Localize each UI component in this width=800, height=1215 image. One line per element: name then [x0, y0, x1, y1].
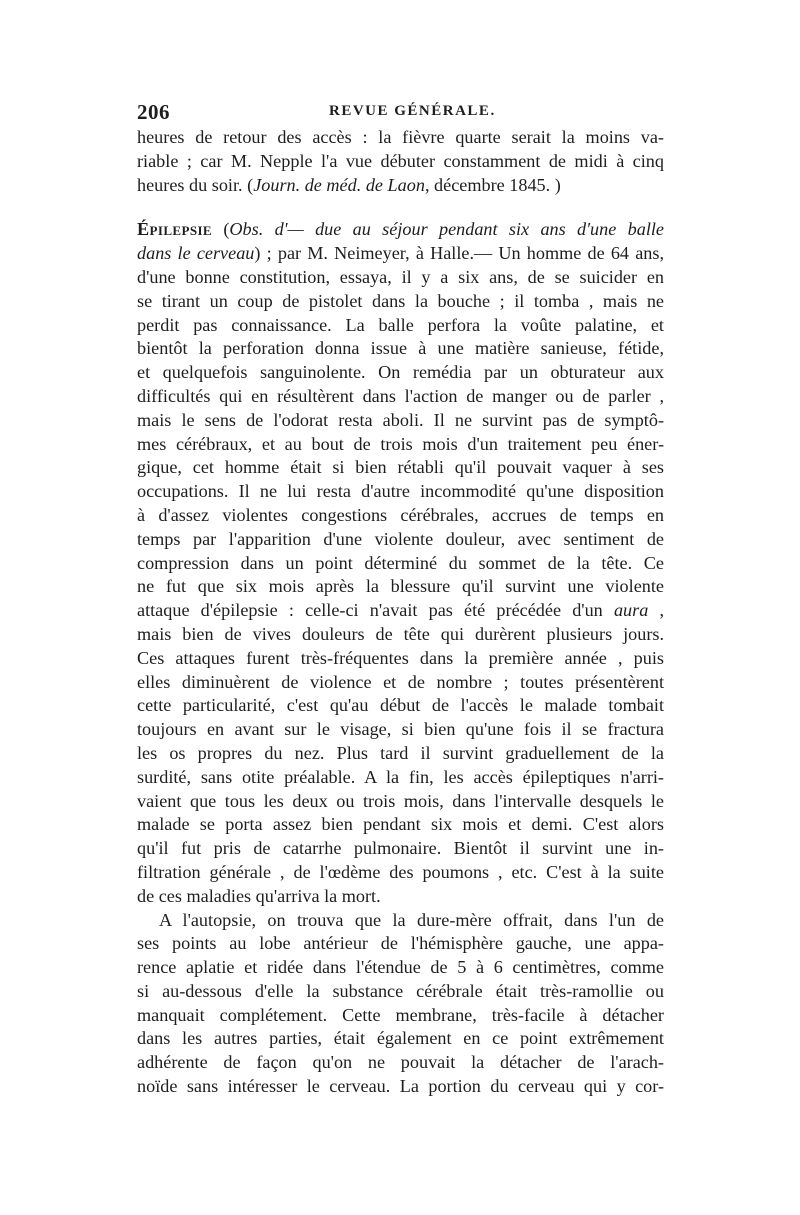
article-epilepsie: [137, 218, 664, 908]
text-line: occupations. Il ne lui resta d'autre incommodité qu'une disposition: [137, 481, 664, 502]
text-line: ne fut que six mois après la blessure qu'il survint une violente: [137, 576, 664, 597]
text-line: temps par l'apparition d'une violente douleur, avec sentiment de: [137, 528, 664, 549]
text-line: toujours en avant sur le visage, si bien qu'une fois il se fractura: [137, 719, 664, 740]
text-line: dans les autres parties, était également en ce point extrêmement: [137, 1028, 664, 1049]
paragraph-continuation: [137, 126, 664, 197]
text-segment: heures du soir. (: [137, 174, 254, 195]
text-line: riable ; car M. Nepple l'a vue débuter constamment de midi à cinq: [137, 150, 664, 171]
text-line: et quelquefois sanguinolente. On remédia par un obturateur aux: [137, 362, 664, 383]
text-line: A l'autopsie, on trouva que la dure-mère offrait, dans l'un de: [159, 909, 664, 930]
text-line: ses points au lobe antérieur de l'hémisphère gauche, une appa-: [137, 933, 664, 954]
text-line: heures de retour des accès : la fièvre quarte serait la moins va-: [137, 127, 664, 147]
text-line: cette particularité, c'est qu'au début de l'accès le malade tombait: [137, 695, 664, 716]
italic-term: aura: [613, 600, 649, 621]
text-line: Ces attaques furent très-fréquentes dans la première année , puis: [137, 647, 664, 668]
text-line: [137, 599, 664, 623]
text-line: perdit pas connaissance. La balle perfora la voûte palatine, et: [137, 314, 664, 335]
text-line: [137, 242, 664, 266]
page-body: [137, 126, 664, 1099]
text-line: adhérente de façon qu'on ne pouvait la détacher de l'arach-: [137, 1052, 664, 1073]
text-line: rence aplatie et ridée dans l'étendue de 5 à 6 centimètres, comme: [137, 957, 664, 978]
journal-citation: Journ. de méd. de Laon: [253, 174, 425, 195]
text-line: compression dans un point déterminé du sommet de la tête. Ce: [137, 552, 664, 573]
observation-subtitle: Obs. d'— due au séjour pendant six ans d'une balle: [229, 219, 664, 240]
paragraph-spacer: [137, 197, 664, 218]
text-line: mais bien de vives douleurs de tête qui durèrent plusieurs jours.: [137, 623, 664, 644]
text-line: se tirant un coup de pistolet dans la bouche ; il tomba , mais ne: [137, 290, 664, 311]
page-header: [137, 100, 664, 126]
page-number: 206: [137, 100, 170, 124]
text-line: malade se porta assez bien pendant six mois et demi. C'est alors: [137, 814, 664, 835]
article-title: Épilepsie: [137, 219, 212, 240]
text-segment: ,: [648, 600, 665, 621]
text-line: difficultés qui en résultèrent dans l'action de manger ou de parler ,: [137, 385, 664, 406]
text-segment: (: [211, 219, 230, 240]
text-line: manquait complétement. Cette membrane, très-facile à détacher: [137, 1004, 664, 1025]
text-line: vaient que tous les deux ou trois mois, dans l'intervalle desquels le: [137, 790, 664, 811]
text-line: gique, cet homme était si bien rétabli qu'il pouvait vaquer à ses: [137, 457, 664, 478]
observation-subtitle: dans le cerveau: [137, 243, 255, 264]
text-line: les os propres du nez. Plus tard il survint graduellement de la: [137, 742, 664, 763]
running-title: REVUE GÉNÉRALE.: [329, 103, 496, 119]
text-segment: ) ; par M. Neimeyer, à Halle.— Un homme de 64 ans,: [254, 243, 664, 264]
text-line: [137, 218, 664, 242]
text-line: à d'assez violentes congestions cérébrales, accrues de temps en: [137, 504, 664, 525]
text-line: qu'il fut pris de catarrhe pulmonaire. Bientôt il survint une in-: [137, 838, 664, 859]
text-line: d'une bonne constitution, essaya, il y a six ans, de se suicider en: [137, 266, 664, 287]
text-line: mais le sens de l'odorat resta aboli. Il ne survint pas de symptô-: [137, 409, 664, 430]
text-line: si au-dessous d'elle la substance cérébrale était très-ramollie ou: [137, 980, 664, 1001]
text-line: mes cérébraux, et au bout de trois mois d'un traitement peu éner-: [137, 433, 664, 454]
text-line: elles diminuèrent de violence et de nombre ; toutes présentèrent: [137, 671, 664, 692]
paragraph-autopsie: [137, 909, 664, 1099]
text-line: de ces maladies qu'arriva la mort.: [137, 885, 381, 906]
text-line: bientôt la perforation donna issue à une matière sanieuse, fétide,: [137, 338, 664, 359]
text-line: noïde sans intéresser le cerveau. La portion du cerveau qui y cor-: [137, 1076, 664, 1097]
text-line: filtration générale , de l'œdème des poumons , etc. C'est à la suite: [137, 861, 664, 882]
text-line: [137, 174, 664, 198]
text-line: surdité, sans otite préalable. A la fin, les accès épileptiques n'arri-: [137, 766, 664, 787]
text-segment: , décembre 1845. ): [424, 174, 561, 195]
text-segment: attaque d'épilepsie : celle-ci n'avait pas été précédée d'un: [137, 600, 614, 621]
